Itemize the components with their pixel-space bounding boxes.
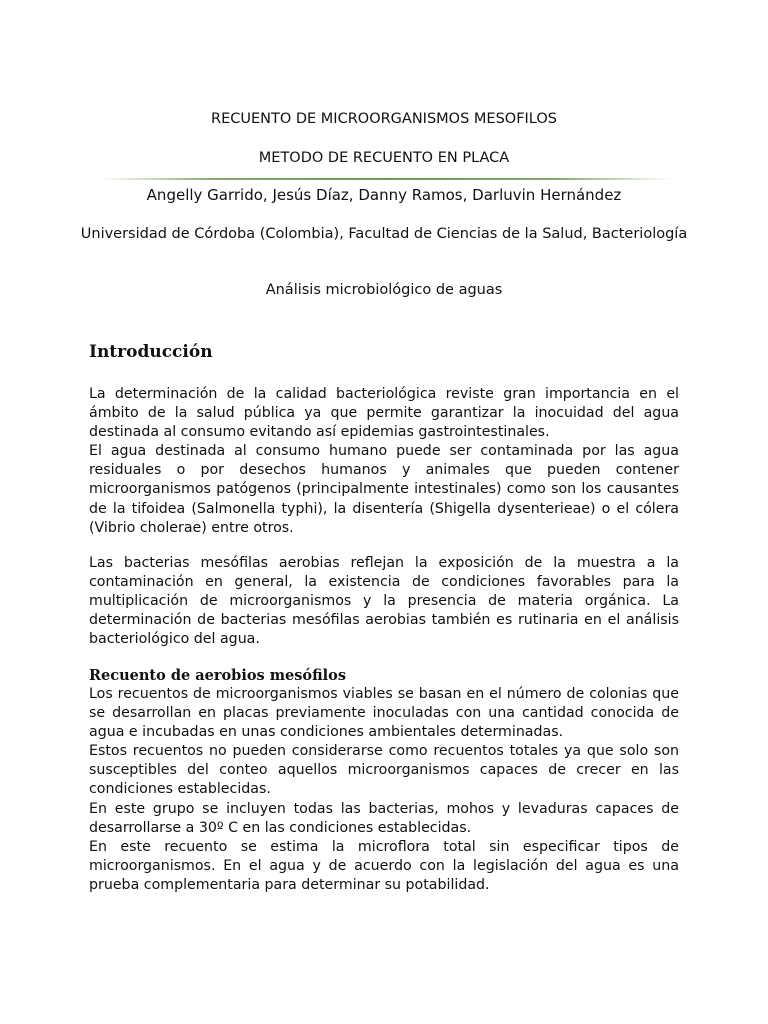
intro-body-continued [89,554,679,649]
paragraph: La determinación de la calidad bacteriológica reviste gran importancia en el ámbito de la salud pública ya que permite garantizar la inocuidad del agua destinada al consumo evitando así epidemias gastrointestinales. [89,386,679,441]
document-subtitle: METODO DE RECUENTO EN PLACA [258,150,510,166]
authors-line: Angelly Garrido, Jesús Díaz, Danny Ramos, Darluvin Hernández [146,186,622,204]
paragraph: Las bacterias mesófilas aerobias reflejan la exposición de la muestra a la contaminación en general, la existencia de condiciones favorables para la multiplicación de microorganismos y la presencia de materia orgánica. La determinación de bacterias mesófilas aerobias también es rutinaria en el análisis bacteriológico del agua. [89,555,679,648]
topic-line: Análisis microbiológico de aguas [265,282,503,298]
paragraph: El agua destinada al consumo humano puede ser contaminada por las agua residuales o por desechos humanos y animales que pueden contener microorganismos patógenos (principalmente intestinales) como son los causantes de la tifoidea (Salmonella typhi), la disentería (Shigella dysenterieae) o el cólera (Vibrio cholerae) entre otros. [89,443,679,536]
document-title: RECUENTO DE MICROORGANISMOS MESOFILOS [211,111,557,127]
intro-heading: Introducción [89,342,213,362]
paragraph: Estos recuentos no pueden considerarse como recuentos totales ya que solo son susceptibles del conteo aquellos microorganismos capaces de crecer en las condiciones establecidas. [89,743,679,798]
section-body [89,685,679,895]
paragraph: Los recuentos de microorganismos viables se basan en el número de colonias que se desarrollan en placas previamente inoculadas con una cantidad conocida de agua e incubadas en unas condiciones ambientales determinadas. [89,686,679,741]
paragraph: En este grupo se incluyen todas las bacterias, mohos y levaduras capaces de desarrollarse a 30º C en las condiciones establecidas. [89,800,679,836]
institution-line: Universidad de Córdoba (Colombia), Facultad de Ciencias de la Salud, Bacteriología [80,226,688,242]
section-heading: Recuento de aerobios mesófilos [89,667,346,684]
title-divider [100,178,672,180]
paragraph: En este recuento se estima la microflora total sin especificar tipos de microorganismos. En el agua y de acuerdo con la legislación del agua es una prueba complementaria para determinar su potabilidad. [89,838,679,893]
intro-body [89,385,679,538]
